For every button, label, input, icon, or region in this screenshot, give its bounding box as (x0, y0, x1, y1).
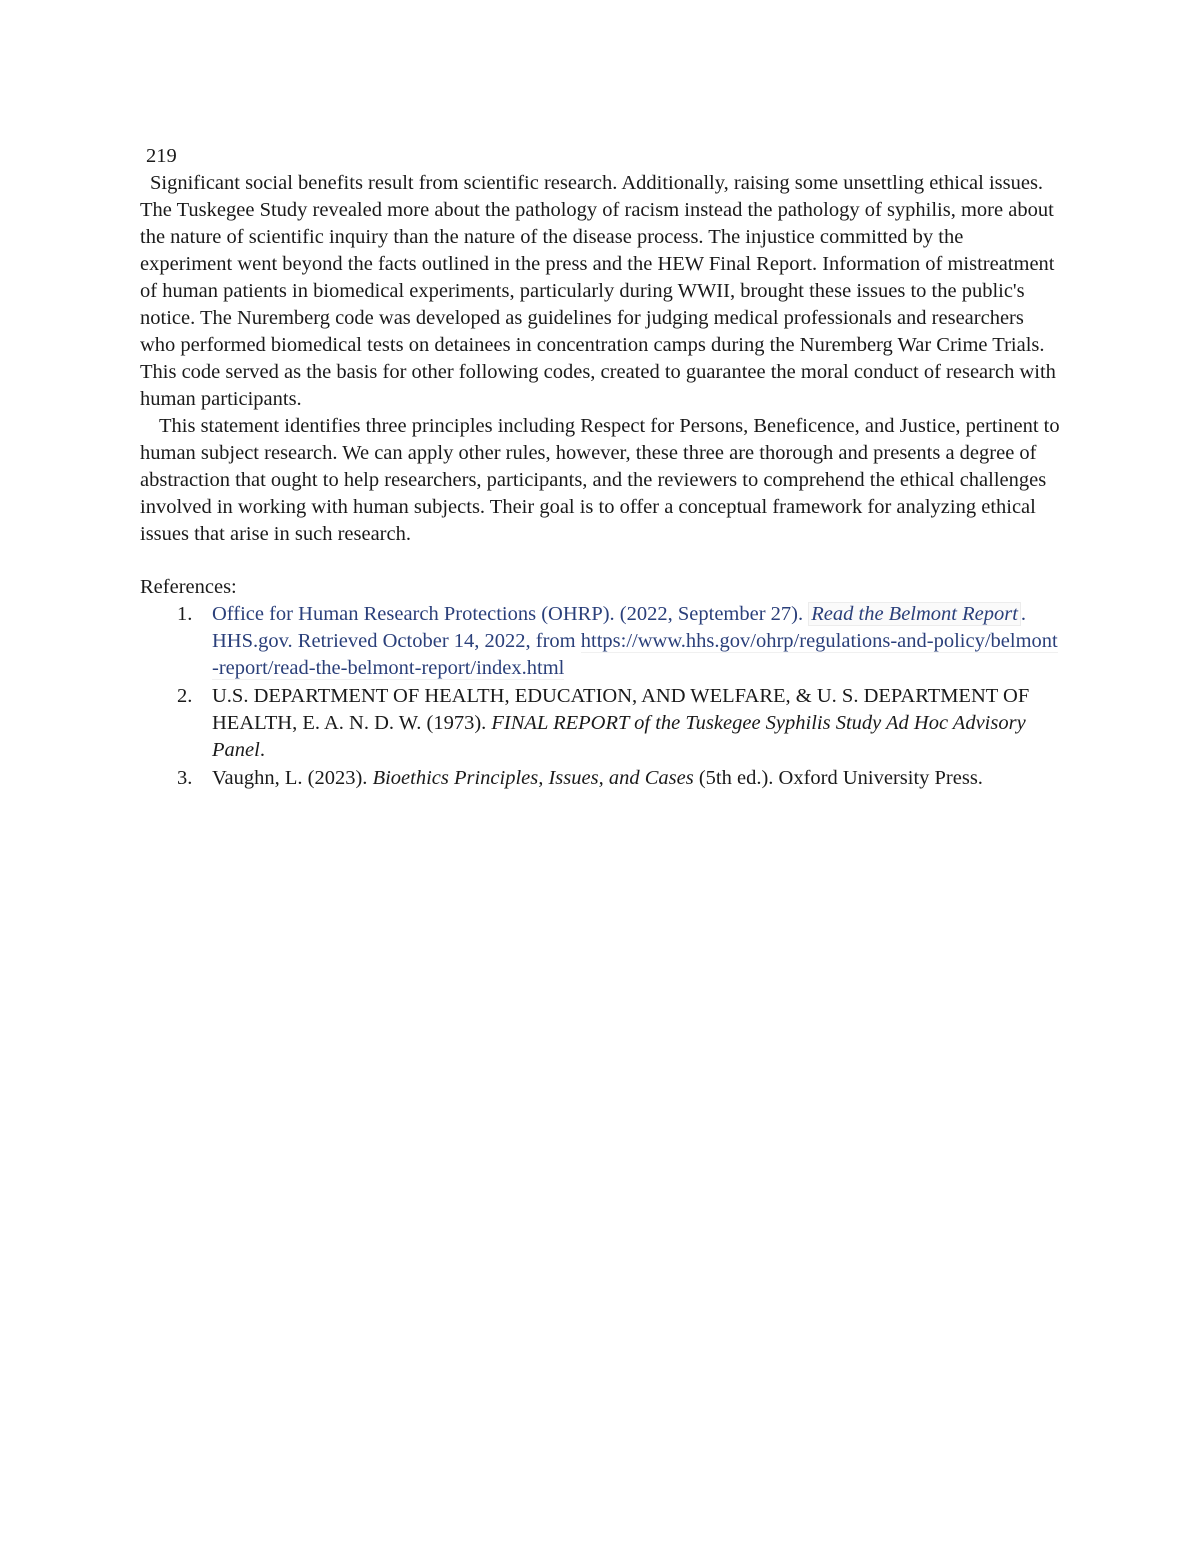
reference-item-1 (140, 601, 1060, 682)
reference-from-label: from (535, 630, 576, 652)
document-page (140, 143, 1060, 793)
reference-item-3 (140, 765, 1060, 792)
references-list (140, 601, 1060, 792)
reference-lead-text: Office for Human Research Protections (OHRP). (2022, September 27). (212, 603, 804, 625)
reference-title: Read the Belmont Report (808, 602, 1021, 626)
reference-after-title: . (259, 739, 265, 761)
reference-item-2 (140, 683, 1060, 764)
reference-title: FINAL REPORT of the Tuskegee Syphilis Study Ad Hoc Advisory Panel (212, 712, 1026, 761)
reference-title: Bioethics Principles, Issues, and Cases (372, 767, 694, 789)
body-paragraph-1: Significant social benefits result from scientific research. Additionally, raising some unsettling ethical issues. The Tuskegee Study revealed more about the pathology of racism instead the pathology of syphilis, more about the nature of scientific inquiry than the nature of the disease process. The injustice committed by the experiment went beyond the facts outlined in the press and the HEW Final Report. Information of mistreatment of human patients in biomedical experiments, particularly during WWII, brought these issues to the public's notice. The Nuremberg code was developed as guidelines for judging medical professionals and researchers who performed biomedical tests on detainees in concentration camps during the Nuremberg War Crime Trials. This code served as the basis for other following codes, created to guarantee the moral conduct of research with human participants. (140, 172, 1056, 410)
reference-lead-text: Vaughn, L. (2023). (212, 767, 368, 789)
reference-lead-text: U.S. DEPARTMENT OF HEALTH, EDUCATION, AND WELFARE, & U. S. DEPARTMENT OF HEALTH, E. A. N. D. W. (1973). (212, 685, 1030, 734)
reference-url-link[interactable]: https://www.hhs.gov/ohrp/regulations-and-policy/belmont-report/read-the-belmont-report/index.html (212, 630, 1058, 679)
reference-number: 3. (177, 767, 193, 789)
reference-number: 1. (177, 603, 193, 625)
reference-after-title: (5th ed.). Oxford University Press. (698, 767, 983, 789)
reference-after-title: . HHS.gov. Retrieved October 14, 2022, (212, 603, 1027, 652)
body-paragraph-2: This statement identifies three principles including Respect for Persons, Beneficence, and Justice, pertinent to human subject research. We can apply other rules, however, these three are thorough and presents a degree of abstraction that ought to help researchers, participants, and the reviewers to comprehend the ethical challenges involved in working with human subjects. Their goal is to offer a conceptual framework for analyzing ethical issues that arise in such research. (140, 415, 1060, 545)
page-number: 219 (146, 145, 177, 167)
references-heading: References: (140, 576, 237, 598)
reference-number: 2. (177, 685, 193, 707)
